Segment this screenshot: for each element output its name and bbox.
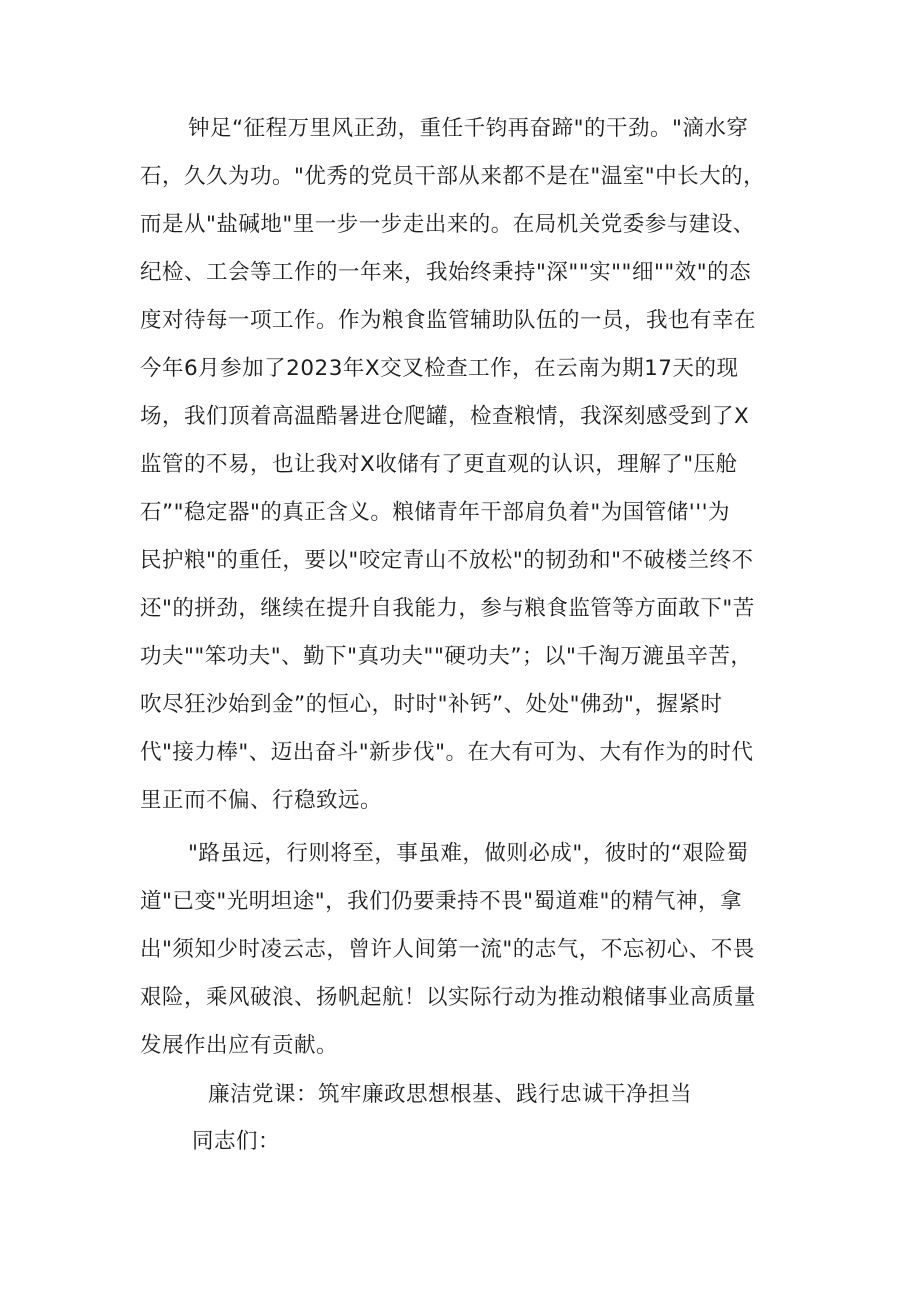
paragraph-1-line-8: 监管的不易，也让我对X收储有了更直观的认识，理解了"压舱 [140,452,738,477]
section-heading: 廉洁党课：筑牢廉政思想根基、践行忠诚干净担当 [208,1082,693,1107]
paragraph-1-line-15: 里正而不偏、行稳致远。 [140,788,383,813]
paragraph-1-line-13: 吹尽狂沙始到金”的恒心，时时"补钙”、处处"佛劲"，握紧时 [140,692,723,717]
paragraph-1-line-9: 石”"稳定器"的真正含义。粮储青年干部肩负着"为国管储'''为 [140,500,731,525]
paragraph-2-line-5: 发展作出应有贡献。 [140,1033,339,1058]
paragraph-1-line-6: 今年6月参加了2023年X交叉检查工作，在云南为期17天的现 [140,356,739,381]
paragraph-1-line-1: 钟足“征程万里风正劲，重任千钧再奋蹄"的干劲。"滴水穿 [188,116,749,141]
paragraph-1-line-11: 还"的拼劲，继续在提升自我能力，参与粮食监管等方面敢下"苦 [140,596,755,621]
paragraph-1-line-3: 而是从"盐碱地"里一步一步走出来的。在局机关党委参与建设、 [140,212,755,237]
paragraph-1-line-4: 纪检、工会等工作的一年来，我始终秉持"深""实""细""效"的态 [140,260,752,285]
paragraph-2-line-4: 艰险，乘风破浪、扬帆起航！以实际行动为推动粮储事业高质量 [140,985,757,1010]
paragraph-1-line-5: 度对待每一项工作。作为粮食监管辅助队伍的一员，我也有幸在 [140,308,757,333]
paragraph-2-line-2: 道"已变"光明坦途"，我们仍要秉持不畏"蜀道难"的精气神，拿 [140,889,742,914]
greeting: 同志们： [192,1129,281,1154]
paragraph-1-line-10: 民护粮"的重任，要以"咬定青山不放松"的韧劲和"不破楼兰终不 [140,548,754,573]
paragraph-1-line-7: 场，我们顶着高温酷暑进仓爬罐，检查粮情，我深刻感受到了X [140,404,750,429]
paragraph-2-line-1: "路虽远，行则将至，事虽难，做则必成"，彼时的“艰险蜀 [188,841,749,866]
paragraph-1-line-14: 代"接力棒"、迈出奋斗"新步伐"。在大有可为、大有作为的时代 [140,740,754,765]
paragraph-1-line-2: 石，久久为功。"优秀的党员干部从来都不是在"温室"中长大的， [140,164,766,189]
paragraph-2-line-3: 出"须知少时凌云志，曾许人间第一流"的志气，不忘初心、不畏 [140,937,755,962]
paragraph-1-line-12: 功夫""笨功夫"、勤下"真功夫""硬功夫”；以"千淘万漉虽辛苦， [140,644,753,669]
